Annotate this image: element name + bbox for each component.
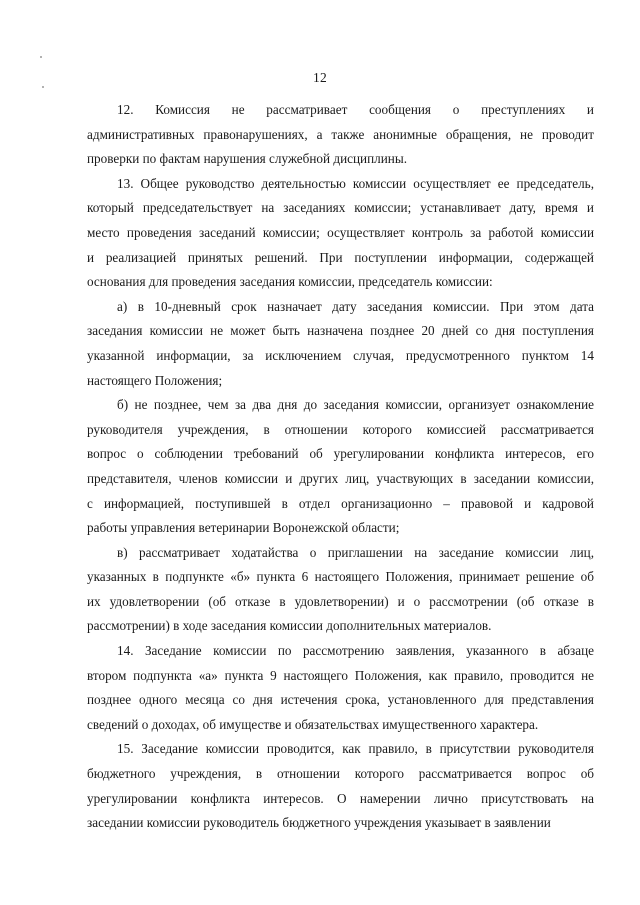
text-line: их удовлетворении (об отказе в удовлетворении) и о рассмотрении (об отказе в [87,593,594,609]
text-line: а) в 10-дневный срок назначает дату заседания комиссии. При этом дата [117,298,594,314]
page-number: 12 [313,70,327,85]
text-line: административных правонарушениях, а также анонимные обращения, не проводит [87,126,594,142]
text-line: проверки по фактам нарушения служебной дисциплины. [87,151,408,167]
text-line: указанной информации, за исключением случая, предусмотренного пунктом 14 [87,347,594,363]
text-line: представителя, членов комиссии и других лиц, участвующих в заседании комиссии, [87,470,594,486]
paragraph [87,98,594,172]
text-line: настоящего Положения; [87,372,223,388]
text-line: который председательствует на заседаниях комиссии; устанавливает дату, время и [87,200,594,216]
text-line: вопрос о соблюдении требований об урегулировании конфликта интересов, его [87,446,594,462]
text-line: работы управления ветеринарии Воронежской области; [87,520,400,536]
paragraph [87,737,594,835]
text-line: 15. Заседание комиссии проводится, как правило, в присутствии руководителя [117,741,594,757]
text-line: 13. Общее руководство деятельностью комиссии осуществляет ее председатель, [117,175,594,191]
text-line: и реализацией принятых решений. При поступлении информации, содержащей [87,249,594,265]
text-line: урегулировании конфликта интересов. О намерении лично присутствовать на [87,790,594,806]
text-line: заседания комиссии не может быть назначена позднее 20 дней со дня поступления [87,323,594,339]
text-line: рассмотрении) в ходе заседания комиссии дополнительных материалов. [87,618,492,634]
text-line: сведений о доходах, об имуществе и обязательствах имущественного характера. [87,716,539,732]
scan-speck [42,86,44,88]
text-line: заседании комиссии руководитель бюджетного учреждения указывает в заявлении [87,815,551,831]
paragraph [87,639,594,737]
text-line: указанных в подпункте «б» пункта 6 настоящего Положения, принимает решение об [87,569,594,585]
paragraph [87,295,594,393]
text-line: 12. Комиссия не рассматривает сообщения о преступлениях и [117,102,594,117]
scan-speck [40,56,42,58]
text-line: руководителя учреждения, в отношении которого комиссией рассматривается [87,421,594,437]
paragraph [87,393,594,541]
text-line: в) рассматривает ходатайства о приглашении на заседание комиссии лиц, [117,544,594,560]
text-line: втором подпункта «а» пункта 9 настоящего Положения, как правило, проводится не [87,667,594,683]
text-line: место проведения заседаний комиссии; осуществляет контроль за работой комиссии [87,224,594,240]
text-line: основания для проведения заседания комиссии, председатель комиссии: [87,274,493,290]
text-line: бюджетного учреждения, в отношении которого рассматривается вопрос об [87,766,594,782]
document-body [87,98,594,836]
text-line: 14. Заседание комиссии по рассмотрению заявления, указанного в абзаце [117,643,594,659]
paragraph [87,172,594,295]
text-line: с информацией, поступившей в отдел организационно – правовой и кадровой [87,495,594,511]
text-line: б) не позднее, чем за два дня до заседания комиссии, организует ознакомление [117,397,594,413]
text-line: позднее одного месяца со дня истечения срока, установленного для представления [87,692,594,708]
paragraph [87,541,594,639]
